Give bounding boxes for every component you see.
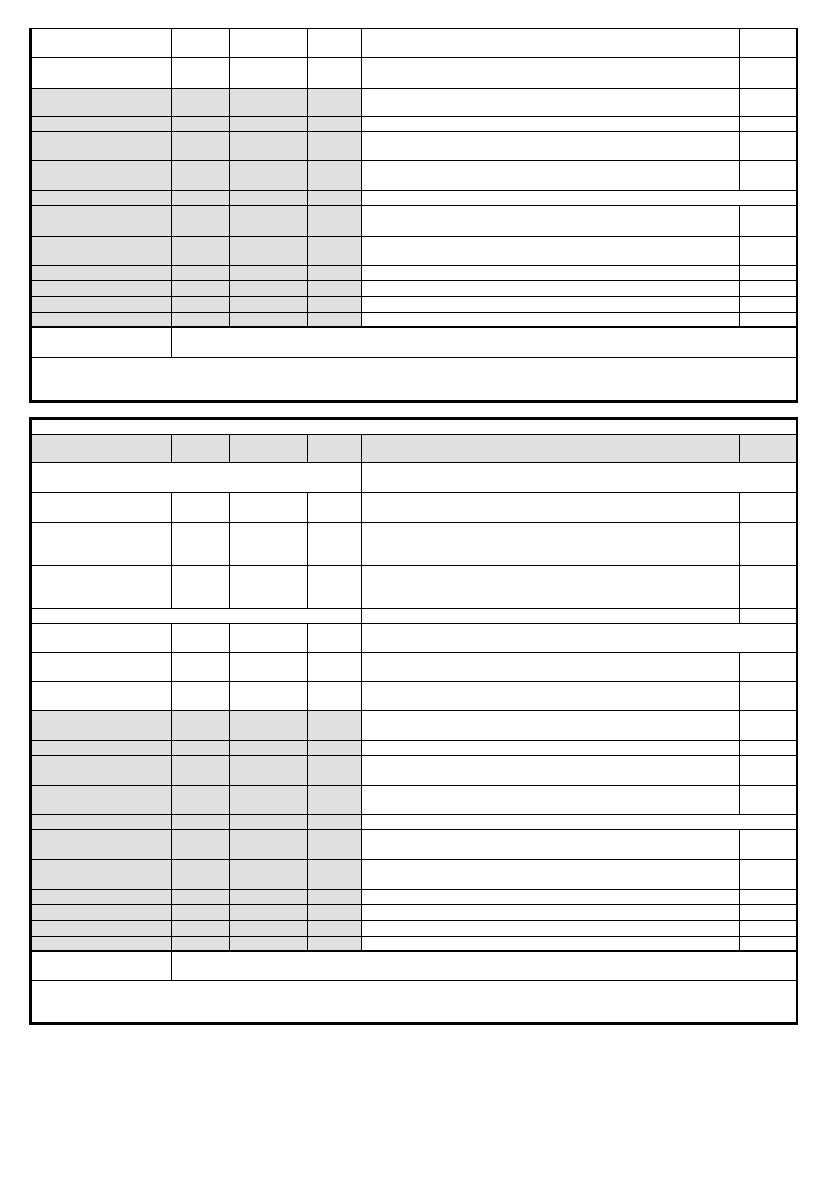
table-cell [32, 89, 172, 117]
table-cell [32, 653, 172, 682]
table-cell [32, 161, 172, 191]
table-cell [362, 566, 740, 609]
table-row [32, 609, 797, 624]
table-cell [172, 58, 230, 89]
table-cell [308, 921, 362, 937]
table-cell [172, 266, 230, 281]
table-cell [362, 711, 740, 741]
table-cell [740, 58, 797, 89]
table-cell [308, 860, 362, 890]
table-cell [308, 29, 362, 58]
column-header [740, 435, 797, 463]
table-cell [172, 132, 230, 161]
table-row [32, 29, 797, 58]
table-cell [230, 297, 308, 313]
table-cell [308, 132, 362, 161]
table-cell [308, 624, 362, 653]
table-row [32, 191, 797, 206]
table-cell [362, 653, 740, 682]
table-cell [230, 117, 308, 132]
upper-table [31, 28, 797, 327]
table-cell [740, 711, 797, 741]
table-cell [32, 815, 172, 830]
table-row [32, 89, 797, 117]
table-cell [32, 132, 172, 161]
table-cell [230, 266, 308, 281]
table-cell [32, 266, 172, 281]
table-cell [32, 313, 172, 327]
column-header [230, 435, 308, 463]
table-cell [230, 711, 308, 741]
table-cell [308, 711, 362, 741]
table-cell [230, 313, 308, 327]
table-cell [740, 890, 797, 905]
table-cell [362, 132, 740, 161]
table-cell [740, 860, 797, 890]
table-cell [740, 830, 797, 860]
table-cell [32, 58, 172, 89]
table-cell [308, 206, 362, 237]
table-cell [362, 58, 740, 89]
table-row [32, 313, 797, 327]
table-cell [32, 237, 172, 266]
table-cell [362, 815, 797, 830]
table-cell [362, 29, 740, 58]
table-cell [308, 786, 362, 815]
table-cell [32, 921, 172, 937]
table-cell [362, 921, 740, 937]
table-cell [172, 905, 230, 921]
table-cell [230, 786, 308, 815]
table-cell [172, 624, 230, 653]
table-cell [32, 830, 172, 860]
table-row [32, 815, 797, 830]
table-cell [230, 523, 308, 566]
table-cell [740, 653, 797, 682]
upper-summary [31, 327, 797, 401]
summary-value [172, 328, 797, 358]
table-cell [230, 566, 308, 609]
table-cell [172, 653, 230, 682]
table-cell [172, 860, 230, 890]
table-row [32, 297, 797, 313]
table-cell [32, 937, 172, 951]
table-cell [172, 815, 230, 830]
table-cell [362, 860, 740, 890]
table-row [32, 756, 797, 786]
table-cell [230, 281, 308, 297]
table-row [32, 58, 797, 89]
table-cell [308, 682, 362, 711]
table-cell [230, 132, 308, 161]
table-cell [230, 206, 308, 237]
table-cell [32, 741, 172, 756]
table-row [32, 741, 797, 756]
table-cell [308, 58, 362, 89]
table-cell [230, 860, 308, 890]
table-cell [308, 161, 362, 191]
table-cell [740, 756, 797, 786]
table-cell [740, 921, 797, 937]
table-cell [230, 624, 308, 653]
summary-value [172, 952, 797, 981]
section-title [32, 420, 797, 435]
table-cell [308, 741, 362, 756]
table-cell [362, 523, 740, 566]
table-cell [740, 937, 797, 951]
table-cell [308, 756, 362, 786]
table-cell [308, 117, 362, 132]
table-row [32, 566, 797, 609]
column-header [172, 435, 230, 463]
table-cell [230, 161, 308, 191]
table-cell [362, 206, 740, 237]
table-row [32, 711, 797, 741]
notes-box [32, 981, 797, 1023]
table-cell [230, 756, 308, 786]
table-row [32, 523, 797, 566]
table-cell [740, 609, 797, 624]
table-cell [230, 890, 308, 905]
table-cell [32, 624, 172, 653]
table-cell [230, 905, 308, 921]
table-cell [230, 741, 308, 756]
table-cell [308, 191, 362, 206]
table-cell [172, 206, 230, 237]
table-cell [362, 609, 740, 624]
table-row [32, 281, 797, 297]
table-cell [740, 682, 797, 711]
table-cell [230, 58, 308, 89]
table-cell [740, 566, 797, 609]
table-cell [172, 682, 230, 711]
table-cell [362, 237, 740, 266]
table-cell [172, 237, 230, 266]
table-cell [362, 191, 797, 206]
table-cell [308, 905, 362, 921]
table-cell [362, 905, 740, 921]
table-row [32, 117, 797, 132]
table-cell [172, 29, 230, 58]
table-cell [32, 890, 172, 905]
table-cell [740, 266, 797, 281]
table-cell [172, 117, 230, 132]
table-cell [740, 117, 797, 132]
table-cell [230, 682, 308, 711]
table-cell [308, 937, 362, 951]
table-cell [740, 741, 797, 756]
table-cell [172, 937, 230, 951]
table-row [32, 890, 797, 905]
table-cell [308, 237, 362, 266]
table-cell [230, 29, 308, 58]
table-cell [308, 653, 362, 682]
table-cell [32, 297, 172, 313]
summary-label [32, 952, 172, 981]
table-cell [308, 89, 362, 117]
table-cell [362, 741, 740, 756]
table-cell [172, 756, 230, 786]
table-row [32, 266, 797, 281]
table-row [32, 237, 797, 266]
table-cell [172, 191, 230, 206]
table-cell [172, 830, 230, 860]
table-cell [32, 191, 172, 206]
table-cell [230, 89, 308, 117]
table-cell [230, 921, 308, 937]
table-cell [362, 266, 740, 281]
table-cell [230, 237, 308, 266]
summary-label [32, 328, 172, 358]
table-cell [32, 905, 172, 921]
table-row [32, 493, 797, 523]
table-cell [230, 493, 308, 523]
table-cell [32, 860, 172, 890]
table-cell [740, 523, 797, 566]
group-row-right [362, 463, 797, 493]
table-cell [32, 29, 172, 58]
group-row-left [32, 463, 362, 493]
table-cell [740, 132, 797, 161]
table-row [32, 206, 797, 237]
table-cell [32, 756, 172, 786]
table-cell [740, 29, 797, 58]
table-cell [32, 117, 172, 132]
table-cell [32, 523, 172, 566]
table-row [32, 624, 797, 653]
table-cell [740, 297, 797, 313]
table-cell [740, 493, 797, 523]
table-cell [172, 313, 230, 327]
table-cell [172, 297, 230, 313]
table-cell [308, 830, 362, 860]
table-row [32, 786, 797, 815]
notes-box [32, 358, 797, 401]
table-cell [740, 89, 797, 117]
table-cell [308, 281, 362, 297]
table-cell [740, 206, 797, 237]
table-cell [32, 281, 172, 297]
table-cell [172, 89, 230, 117]
table-cell [308, 493, 362, 523]
table-cell [230, 191, 308, 206]
table-cell [362, 89, 740, 117]
table-cell [172, 890, 230, 905]
table-cell [172, 711, 230, 741]
lower-table-section [29, 417, 798, 1025]
table-row [32, 830, 797, 860]
table-row [32, 132, 797, 161]
table-cell [172, 281, 230, 297]
table-row [32, 860, 797, 890]
table-cell [32, 786, 172, 815]
table-cell [32, 493, 172, 523]
table-cell [362, 297, 740, 313]
column-header [362, 435, 740, 463]
table-cell [740, 313, 797, 327]
table-cell [362, 313, 740, 327]
table-cell [172, 161, 230, 191]
table-cell [362, 937, 740, 951]
table-cell [308, 523, 362, 566]
table-row [32, 921, 797, 937]
table-cell [362, 830, 740, 860]
table-cell [172, 921, 230, 937]
table-cell [740, 281, 797, 297]
table-cell [308, 313, 362, 327]
table-row [32, 937, 797, 951]
table-cell [32, 682, 172, 711]
table-cell [172, 523, 230, 566]
table-cell [362, 493, 740, 523]
table-cell [740, 161, 797, 191]
table-cell [740, 237, 797, 266]
table-cell [32, 206, 172, 237]
table-cell [362, 890, 740, 905]
table-cell [172, 786, 230, 815]
table-cell [172, 741, 230, 756]
table-cell [172, 566, 230, 609]
table-cell [308, 297, 362, 313]
table-cell [362, 161, 740, 191]
table-cell [308, 566, 362, 609]
table-row [32, 161, 797, 191]
table-cell [362, 281, 740, 297]
table-cell [362, 682, 740, 711]
table-cell [230, 653, 308, 682]
column-header [32, 435, 172, 463]
table-cell [230, 830, 308, 860]
table-cell [362, 117, 740, 132]
table-cell [32, 609, 362, 624]
table-cell [362, 624, 797, 653]
lower-summary [31, 951, 797, 1023]
lower-table [31, 419, 797, 951]
table-cell [172, 493, 230, 523]
table-row [32, 653, 797, 682]
table-cell [308, 266, 362, 281]
table-cell [740, 905, 797, 921]
table-cell [32, 711, 172, 741]
table-cell [308, 815, 362, 830]
column-header [308, 435, 362, 463]
table-cell [362, 786, 740, 815]
table-row [32, 682, 797, 711]
table-cell [308, 890, 362, 905]
table-cell [32, 566, 172, 609]
upper-table-section [29, 28, 798, 403]
table-cell [230, 937, 308, 951]
table-cell [230, 815, 308, 830]
table-cell [362, 756, 740, 786]
table-cell [740, 786, 797, 815]
table-row [32, 905, 797, 921]
